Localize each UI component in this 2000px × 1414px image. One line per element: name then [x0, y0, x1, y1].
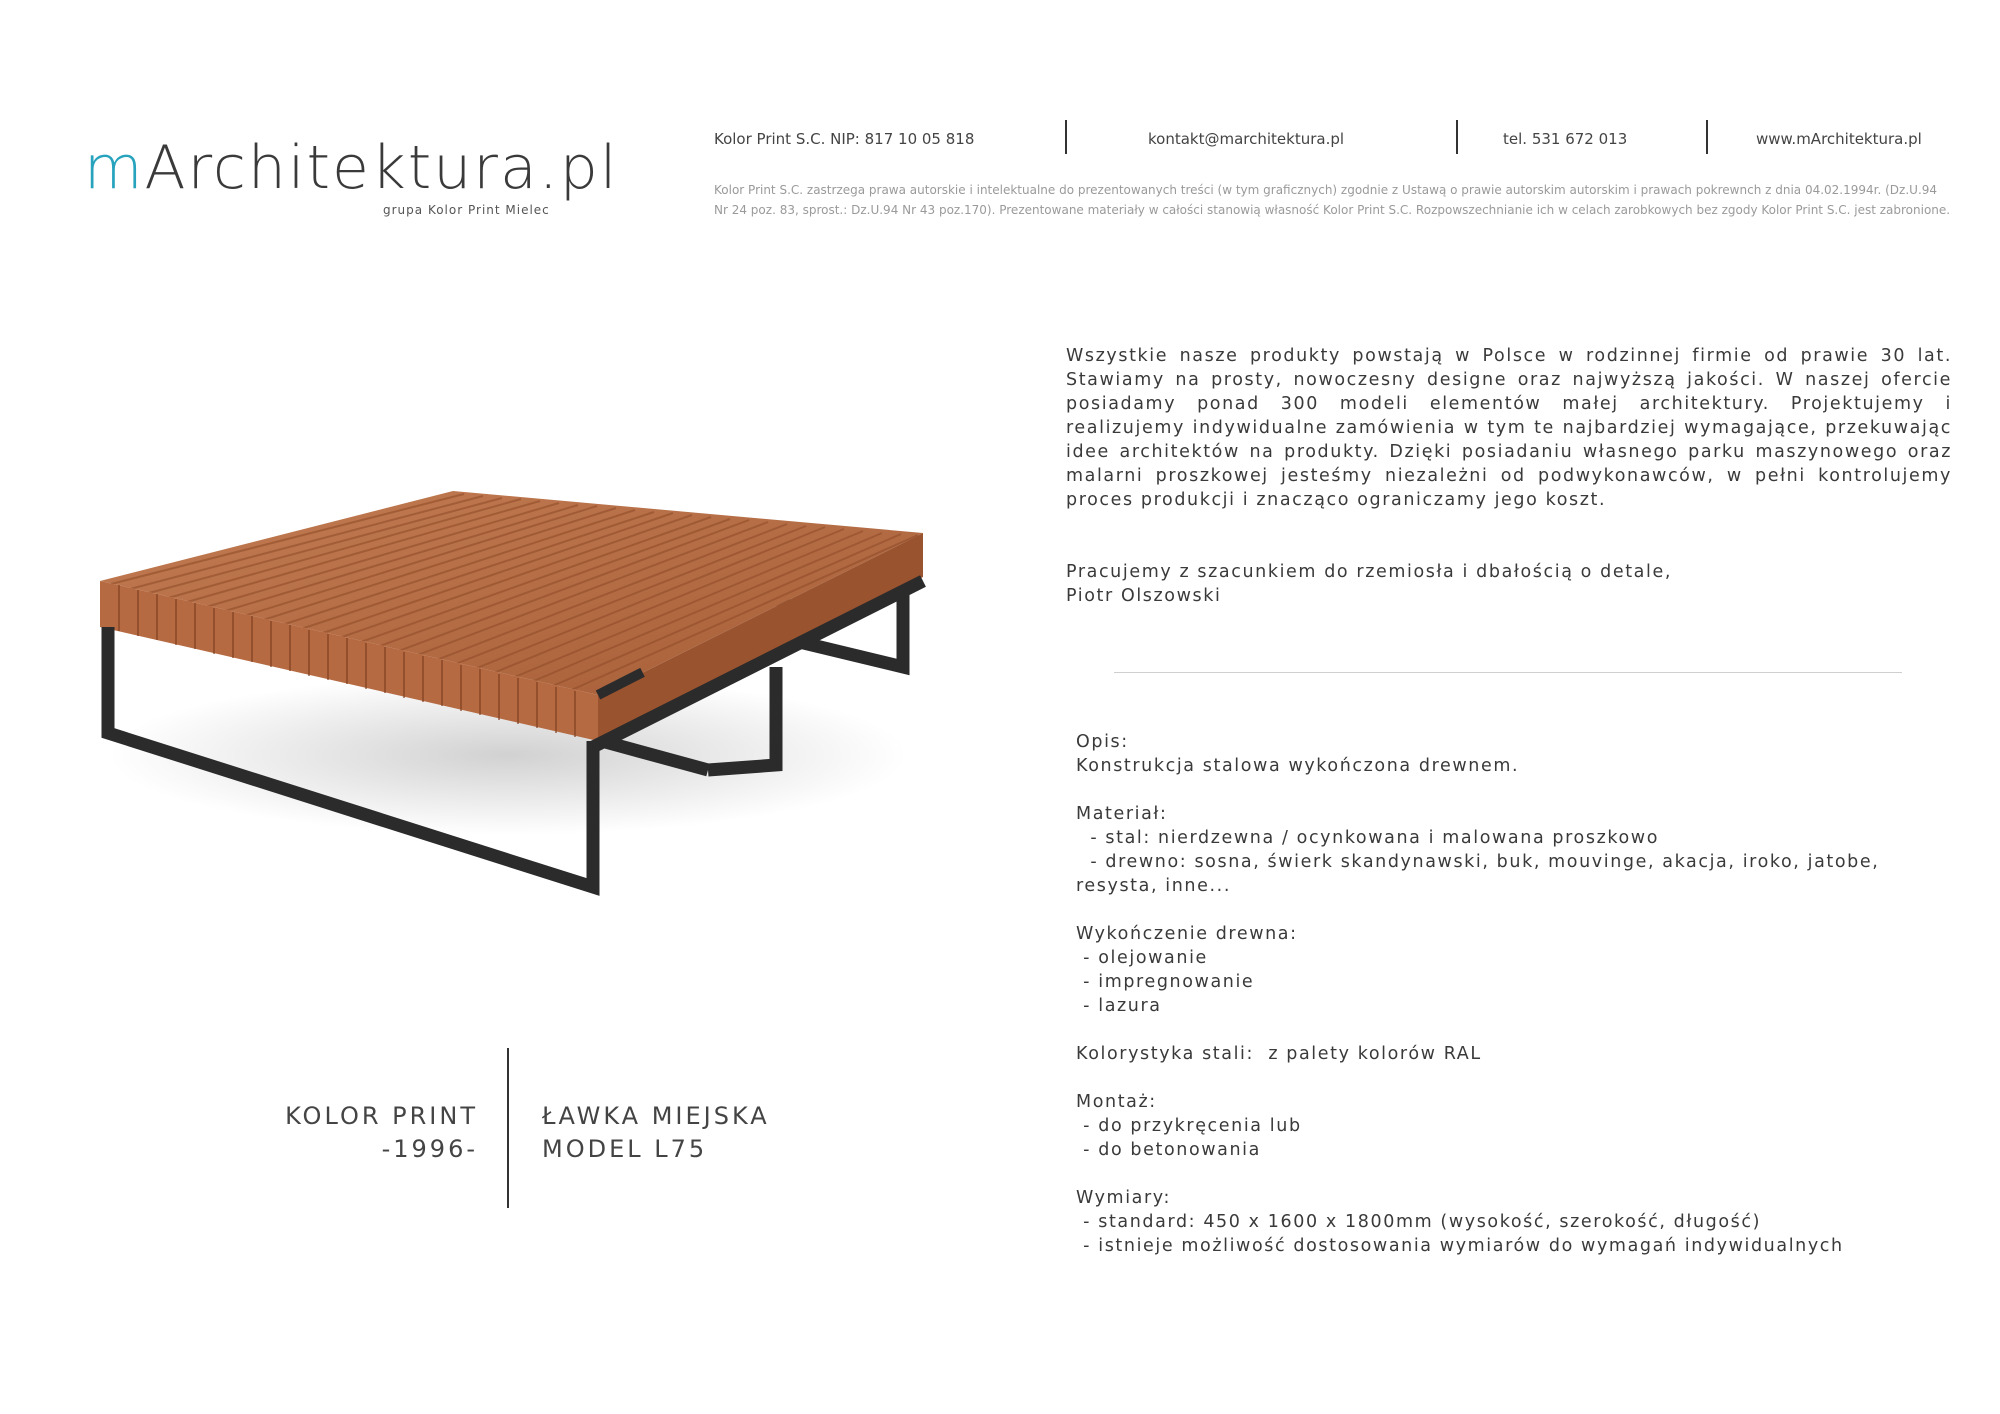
signature: Piotr Olszowski	[1066, 586, 1222, 606]
website-link[interactable]: www.mArchitektura.pl	[1756, 130, 1922, 148]
bench-image	[88, 455, 948, 945]
dims-label: Wymiary:	[1076, 1188, 1171, 1208]
finish-item: - lazura	[1076, 996, 1162, 1016]
product-model: MODEL L75	[542, 1135, 708, 1163]
dims-item: - istnieje możliwość dostosowania wymiarów do wymagań indywidualnych	[1076, 1236, 1844, 1256]
spacer	[1076, 898, 1956, 922]
finish-item: - olejowanie	[1076, 948, 1208, 968]
brand-year: -1996-	[381, 1135, 478, 1163]
logo-text: Architektura.pl	[144, 133, 619, 203]
section-divider	[1114, 672, 1902, 673]
material-steel: - stal: nierdzewna / ocynkowana i malowana proszkowo	[1076, 828, 1659, 848]
phone-number: tel. 531 672 013	[1503, 130, 1628, 148]
email-link[interactable]: kontakt@marchitektura.pl	[1148, 130, 1345, 148]
spacer	[1076, 778, 1956, 802]
spacer	[1076, 1162, 1956, 1186]
spacer	[1076, 1018, 1956, 1042]
product-caption	[542, 1100, 770, 1166]
brand-name: KOLOR PRINT	[285, 1102, 478, 1130]
opis-text: Konstrukcja stalowa wykończona drewnem.	[1076, 756, 1520, 776]
caption-divider	[507, 1048, 509, 1208]
intro-signature-block	[1066, 560, 1952, 608]
product-name: ŁAWKA MIEJSKA	[542, 1102, 770, 1130]
opis-label: Opis:	[1076, 732, 1129, 752]
intro-paragraph: Wszystkie nasze produkty powstają w Polsce w rodzinnej firmie od prawie 30 lat. Stawiamy na prosty, nowoczesny designe oraz najwyższą jakości. W naszej ofercie posiadamy ponad 300 modeli elementów małej architektury. Projektujemy i realizujemy indywidualne zamówienia w tym te najbardziej wymagające, przekuwając idee architektów na produkty. Dzięki posiadaniu własnego parku maszynowego oraz malarni proszkowej jesteśmy niezależni od podwykonawców, w pełni kontrolujemy proces produkcji i znacząco ograniczamy jego koszt.	[1066, 346, 1952, 510]
header-divider	[1706, 120, 1708, 154]
material-label: Materiał:	[1076, 804, 1168, 824]
copyright-disclaimer: Kolor Print S.C. zastrzega prawa autorskie i intelektualne do prezentowanych treści (w tym graficznych) zgodnie z Ustawą o prawie autorskim autorskim i prawach pokrewnch z dnia 04.02.1994r. (Dz.U.94 Nr 24 poz. 83, sprost.: Dz.U.94 Nr 43 poz.170). Prezentowane materiały w całości stanowią własność Kolor Print S.C. Rozpowszechnianie ich w celach zarobkowych bez zgody Kolor Print S.C. jest zabronione.	[714, 183, 1951, 217]
logo-prefix: m	[84, 133, 145, 203]
steel-color: Kolorystyka stali: z palety kolorów RAL	[1076, 1044, 1482, 1064]
bench-seat-top	[100, 491, 923, 695]
finish-item: - impregnowanie	[1076, 972, 1255, 992]
assembly-label: Montaż:	[1076, 1092, 1157, 1112]
finish-label: Wykończenie drewna:	[1076, 924, 1298, 944]
logo	[84, 133, 619, 203]
header-divider	[1456, 120, 1458, 154]
spacer	[1076, 1066, 1956, 1090]
assembly-item: - do przykręcenia lub	[1076, 1116, 1302, 1136]
dims-item: - standard: 450 x 1600 x 1800mm (wysokość, szerokość, długość)	[1076, 1212, 1762, 1232]
brand-caption	[285, 1100, 478, 1166]
logo-tagline: grupa Kolor Print Mielec	[383, 203, 550, 217]
assembly-item: - do betonowania	[1076, 1140, 1261, 1160]
company-nip: Kolor Print S.C. NIP: 817 10 05 818	[714, 130, 975, 148]
material-wood: - drewno: sosna, świerk skandynawski, buk, mouvinge, akacja, iroko, jatobe, resysta, inne...	[1076, 852, 1887, 896]
header-divider	[1065, 120, 1067, 154]
closing-line: Pracujemy z szacunkiem do rzemiosła i dbałością o detale,	[1066, 562, 1672, 582]
product-description	[1076, 730, 1956, 1258]
